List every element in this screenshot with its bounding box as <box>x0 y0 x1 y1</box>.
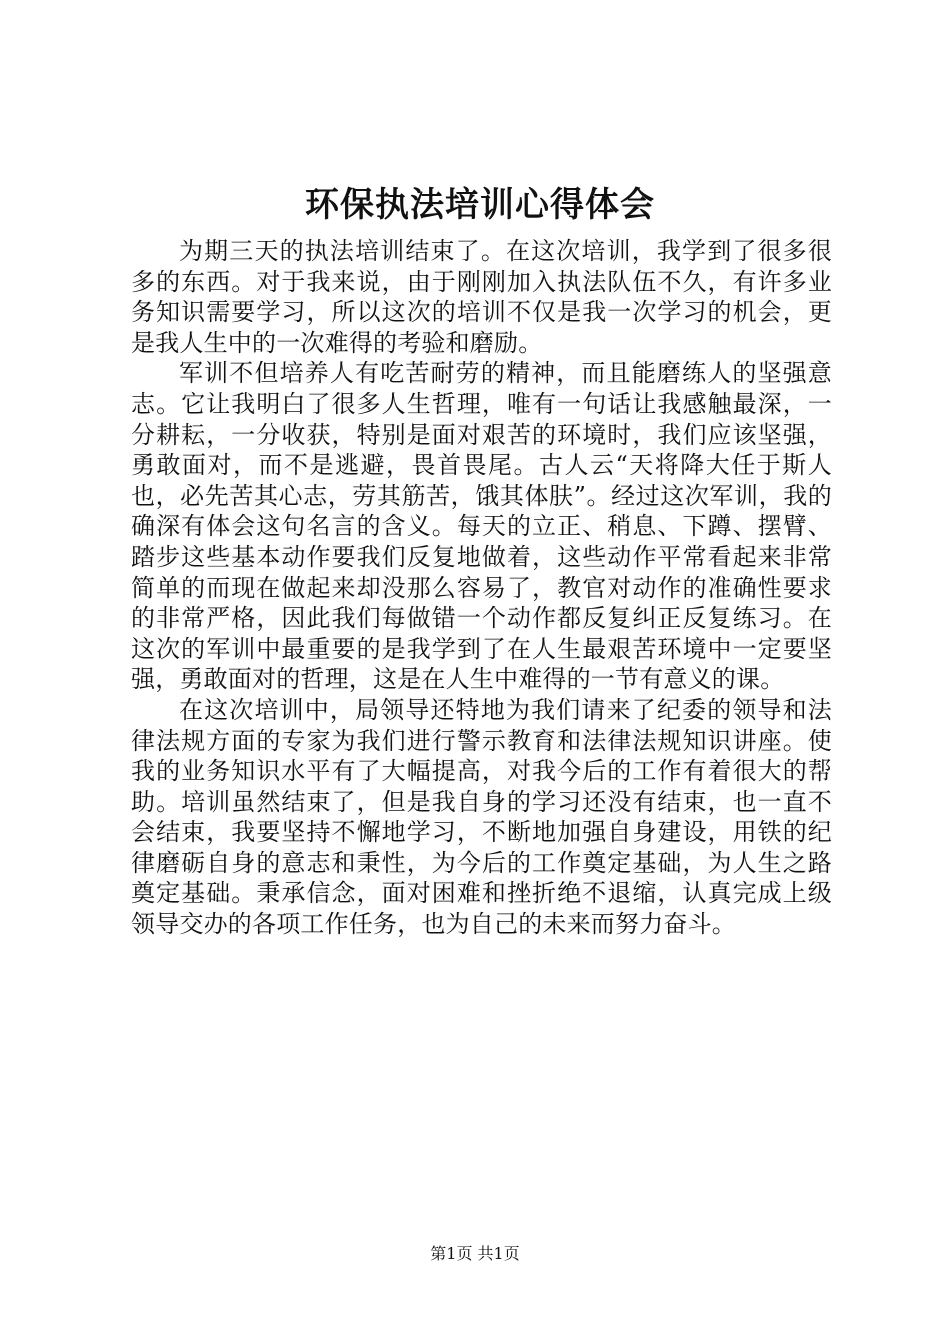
document-body <box>131 236 832 940</box>
paragraph-3: 在这次培训中，局领导还特地为我们请来了纪委的领导和法律法规方面的专家为我们进行警示教育和法律法规知识讲座。使我的业务知识水平有了大幅提高，对我今后的工作有着很大的帮助。培训虽然结束了，但是我自身的学习还没有结束，也一直不会结束，我要坚持不懈地学习，不断地加强自身建设，用铁的纪律磨砺自身的意志和秉性，为今后的工作奠定基础，为人生之路奠定基础。秉承信念，面对困难和挫折绝不退缩，认真完成上级领导交办的各项工作任务，也为自己的未来而努力奋斗。 <box>131 695 832 939</box>
paragraph-1: 为期三天的执法培训结束了。在这次培训，我学到了很多很多的东西。对于我来说，由于刚刚加入执法队伍不久，有许多业务知识需要学习，所以这次的培训不仅是我一次学习的机会，更是我人生中的一次难得的考验和磨励。 <box>131 237 832 357</box>
page-footer: 第1页 共1页 <box>430 1244 520 1263</box>
paragraph-2: 军训不但培养人有吃苦耐劳的精神，而且能磨练人的坚强意志。它让我明白了很多人生哲理，唯有一句话让我感触最深，一分耕耘，一分收获，特别是面对艰苦的环境时，我们应该坚强，勇敢面对，而不是逃避，畏首畏尾。古人云“天将降大任于斯人也，必先苦其心志，劳其筋苦，饿其体肤”。经过这次军训，我的确深有体会这句名言的含义。每天的立正、稍息、下蹲、摆臂、踏步这些基本动作要我们反复地做着，这些动作平常看起来非常简单的而现在做起来却没那么容易了，教官对动作的准确性要求的非常严格，因此我们每做错一个动作都反复纠正反复练习。在这次的军训中最重要的是我学到了在人生最艰苦环境中一定要坚强，勇敢面对的哲理，这是在人生中难得的一节有意义的课。 <box>131 359 832 694</box>
document-title: 环保执法培训心得体会 <box>305 185 655 225</box>
